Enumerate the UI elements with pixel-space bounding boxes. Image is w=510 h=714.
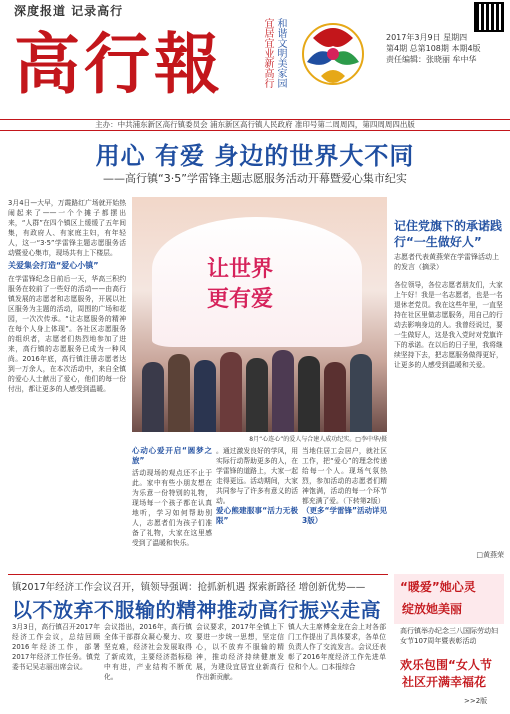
masthead — [0, 0, 510, 118]
issue-editors: 责任编辑：张晓丽 牟中华 — [386, 55, 477, 64]
issue-number: 第4期 总第108期 本期4版 — [386, 44, 481, 53]
person-figure — [168, 354, 190, 432]
person-figure — [194, 360, 216, 432]
person-figure — [350, 354, 372, 432]
promo-headline-1[interactable]: “暖爱”她心灵 — [400, 580, 476, 594]
lower-column-2: 会议指出，2016年，高行镇全体干部群众凝心聚力、攻坚克难，经济社会发展取得了新成效，主要经济指标稳中有进，产业结构不断优化。 — [104, 623, 192, 681]
more-activities-link[interactable]: （更多“学雷锋”活动详见3版） — [302, 506, 387, 525]
lead-column-1 — [8, 198, 126, 570]
lead-body: 在学雷锋纪念日前后一天，华高三积约服务在较前了一些好的活动——由高行镇发展的志愿者和志愿服务，开展以社区服务为主题的活动，周围的广场和花园，一次次传承。“让志愿服务的精神在每个人身上体现”。各社区志愿服务的组织者，志愿者们热烈地参加了进来，高行镇的志愿服务已成为一种风尚。2016年底，高行镇注册志愿者达到一万余人，在本次活动中，来自全镇的爱心人士献出了爱心，他们的每一份付出，都让更多的人感受到温暖。 — [8, 275, 126, 393]
lower-column-1: 3月3日，高行镇召开2017年经济工作会议，总结回顾2016年经济工作，部署2017年经济工作任务。镇党委书记吴志丽出席会议。 — [12, 623, 100, 671]
lead-column-3 — [216, 446, 298, 571]
lower-column-4: 镇人大主席傅金龙在会上对各部门工作提出了具体要求，各单位负责人作了交流发言。会议还表彰了2016年度经济工作先进单位和个人。□本报综合 — [288, 623, 386, 671]
photo-caption: 8月“心连心”的爱人与合建人成功纪实。□李中华/摄 — [249, 436, 387, 443]
promo-summary: 高行镇举办纪念三八国际劳动妇女节107周年暨表彰活动 — [400, 627, 498, 645]
side-headline[interactable]: 记住党旗下的承诺践行“一生做好人” — [394, 219, 503, 249]
side-subheadline: 志愿者代表黄燕荣在学雷锋活动上的发言（摘录） — [394, 253, 499, 271]
lower-kicker: 镇2017年经济工作会议召开，镇领导强调：抢抓新机遇 探索新路径 增创新优势—— — [12, 582, 366, 593]
promo-headline-3[interactable]: 欢乐包围“女人节 — [400, 658, 492, 672]
person-figure — [142, 362, 164, 432]
promo-headline-2[interactable]: 绽放她美丽 — [402, 602, 463, 616]
lead-column-4 — [302, 446, 387, 571]
person-figure — [246, 358, 268, 432]
person-figure — [272, 350, 294, 432]
lead-intro: 3月4日—大早，万霞路红广场就开始热闹起来了——一个个摊子都摆出来，“人群”在四个镇区上缓缓了五年间集，有政府人、有家庭主妇，有年轻人，这一“3·5”学雷锋主题志愿服务活动暨爱心集市，现场共有上下楼层。 — [8, 199, 126, 257]
section-divider — [8, 574, 388, 575]
photo-banner-text-1: 让世界 — [207, 257, 274, 282]
lead-subhead: ——高行镇“3·5”学雷锋主题志愿服务活动开幕暨爱心集市纪实 — [103, 172, 407, 185]
lead-photo[interactable] — [132, 197, 387, 432]
lead-headline[interactable]: 用心 有爱 身边的世界大不同 — [95, 142, 415, 170]
lead-subheading: 关爱集会打造“爱心小镇” — [8, 261, 99, 270]
issue-info — [386, 32, 504, 65]
column-3-body: 。通过激发良好的学风，用实际行动帮助更多的人，在学雷锋的道路上，大家一起走得更远。活动期间，大家共同参与了许多有意义的活动。 — [216, 447, 298, 505]
lower-headline[interactable]: 以不放弃不服输的精神推动高行振兴走高 — [12, 598, 381, 622]
column-4-body: 当地住居工会居户，就社区工作，把“爱心”的理念传递给每一个人。现场气氛热烈，参加活动的志愿者们精神饱满，活动的每一个环节都充满了爱。（下转第2版） — [302, 447, 387, 505]
person-figure — [220, 352, 242, 432]
sponsor-bar: 主办：中共浦东新区高行镇委员会 浦东新区高行镇人民政府 准印号第二周周四，第四周周四出版 — [0, 119, 510, 131]
column-3-heading: 爱心熊建服事“活力无极限” — [216, 506, 298, 525]
photo-banner-text-2: 更有爱 — [207, 287, 274, 312]
column-2-body: 活动现场的观点还不止于此。家中有些小朋友想在为乐意一份特别的礼物，现场每一个孩子都在认真地听，学习如何帮助别人，志愿者们为孩子们准备了礼物，大家在这里感受到了温暖和快乐。 — [132, 469, 212, 547]
town-logo-icon — [291, 10, 375, 100]
issue-date: 2017年3月9日 星期四 — [386, 33, 468, 42]
masthead-slogan: 深度报道 记录高行 — [14, 4, 124, 18]
side-author: □黄燕荣 — [476, 551, 504, 559]
promo-box — [394, 574, 504, 710]
newspaper-title: 高行報 — [14, 25, 224, 103]
vertical-motto-right: 和谐文明美家园 — [275, 18, 286, 88]
side-body: 各位领导，各位志愿者朋友们，大家上午好！我是一名志愿者，也是一名退休老党员。我在这些年里，一直坚持在社区里做志愿服务，用自己的行动去影响身边的人。我曾经说过，要一生做好人，这是我入党时对党旗许下的承诺。在以后的日子里，我将继续坚持下去，把志愿服务做得更好，让更多的人感受到温暖和关爱。 — [394, 281, 503, 369]
column-2-heading: 心动心爱开启“圆梦之旅” — [132, 446, 212, 465]
side-article — [394, 218, 504, 568]
vertical-motto-left: 宜居宜业新高行 — [262, 18, 273, 88]
person-figure — [324, 362, 346, 432]
lead-column-2 — [132, 446, 212, 571]
qr-code — [474, 2, 504, 32]
lower-column-3: 会议要求，2017年全镇上下要进一步统一思想，坚定信心，以不放弃不服输的精神，推动经济持续健康发展，为建设宜居宜业新高行作出新贡献。 — [196, 623, 284, 681]
promo-headline-4[interactable]: 社区开满幸福花 — [402, 675, 487, 689]
promo-page-link[interactable]: >>2版 — [464, 697, 488, 705]
person-figure — [298, 356, 320, 432]
